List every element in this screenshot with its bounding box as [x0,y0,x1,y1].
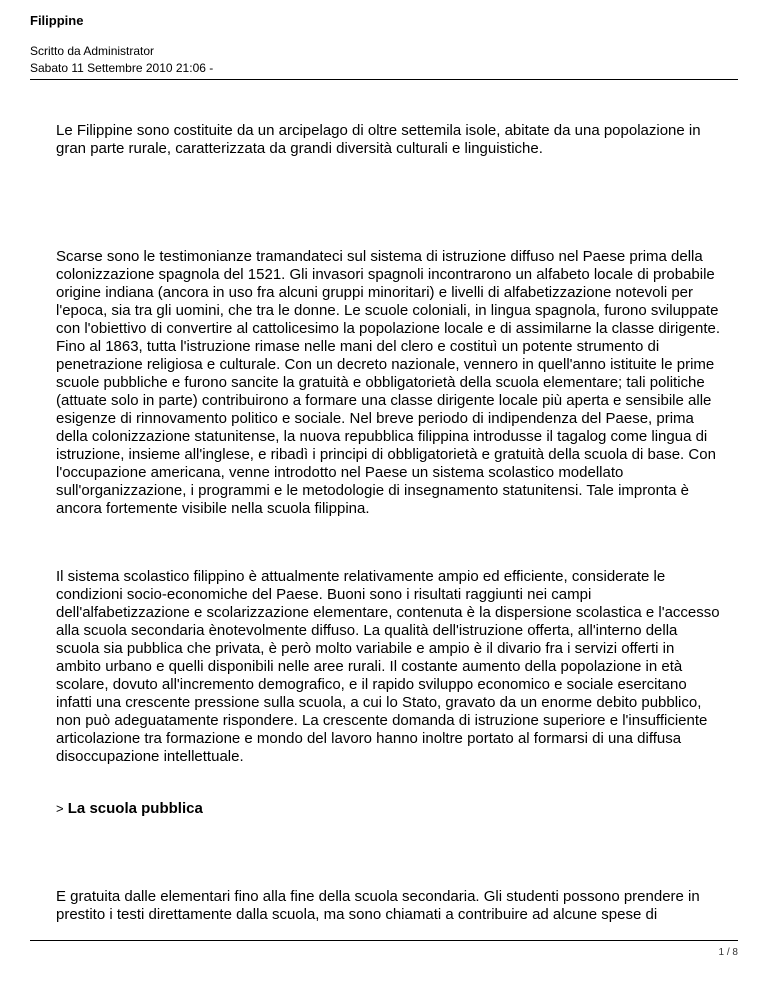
section-marker: > [56,801,64,816]
header-divider [30,79,738,80]
paragraph-public-school: E gratuita dalle elementari fino alla fine della scuola secondaria. Gli studenti possono prendere in prestito i testi direttamente dalla scuola, ma sono chiamati a contribuire ad alcune spese di [56,888,700,923]
paragraph-intro: Le Filippine sono costituite da un arcipelago di oltre settemila isole, abitate da una popolazione in gran parte rurale, caratterizzata da grandi diversità culturali e linguistiche. [56,122,701,157]
author-line: Scritto da Administrator [30,44,155,58]
page-number: 1 / 8 [718,947,738,958]
date-line: Sabato 11 Settembre 2010 21:06 - [30,61,214,75]
section-heading [56,800,722,818]
paragraph-history: Scarse sono le testimonianze tramandateci sul sistema di istruzione diffuso nel Paese prima della colonizzazione spagnola del 1521. Gli invasori spagnoli incontrarono un alfabeto locale di probabile origine indiana (ancora in uso fra alcuni gruppi minoritari) e livelli di alfabetizzazione notevoli per l'epoca, sia tra gli uomini, che tra le donne. Le scuole coloniali, in lingua spagnola, furono sviluppate con l'obiettivo di convertire al cattolicesimo la popolazione locale e di assimilarne la classe dirigente. Fino al 1863, tutta l'istruzione rimase nelle mani del clero e costituì un potente strumento di penetrazione religiosa e culturale. Con un decreto nazionale, vennero in quell'anno istituite le prime scuole pubbliche e furono sancite la gratuità e obbligatorietà della scuola elementare; tali politiche (attuate solo in parte) contribuirono a formare una classe dirigente locale più aperta e sensibile alle esigenze di rinnovamento politico e sociale. Nel breve periodo di indipendenza del Paese, prima della colonizzazione statunitense, la nuova repubblica filippina introdusse il tagalog come lingua di istruzione, insieme all'inglese, e ribadì i principi di obbligatorietà e gratuità della scuola di base. Con l'occupazione americana, venne introdotto nel Paese un sistema scolastico modellato sull'organizzazione, i programmi e le metodologie di insegnamento statunitensi. Tale impronta è ancora fortemente visibile nella scuola filippina. [56,248,721,517]
paragraph-current-system: Il sistema scolastico filippino è attualmente relativamente ampio ed efficiente, considerate le condizioni socio-economiche del Paese. Buoni sono i risultati raggiunti nei campi dell'alfabetizzazione e scolarizzazione elementare, contenuta è la dispersione scolastica e l'accesso alla scuola secondaria ènotevolmente diffuso. La qualità dell'istruzione offerta, all'interno della scuola sia pubblica che privata, è però molto variabile e ampio è il divario fra i servizi offerti in ambito urbano e quelli disponibili nelle aree rurali. Il costante aumento della popolazione in età scolare, dovuto all'incremento demografico, e il rapido sviluppo economico e sociale esercitano infatti una crescente pressione sulla scuola, a cui lo Stato, gravato da un enorme debito pubblico, non può adeguatamente rispondere. La crescente domanda di istruzione superiore e l'insufficiente articolazione tra formazione e mondo del lavoro hanno inoltre portato al formarsi di una diffusa disoccupazione intellettuale. [56,568,720,765]
footer-divider [30,940,738,941]
section-heading-text: La scuola pubblica [67,800,203,817]
document-title: Filippine [30,13,84,28]
